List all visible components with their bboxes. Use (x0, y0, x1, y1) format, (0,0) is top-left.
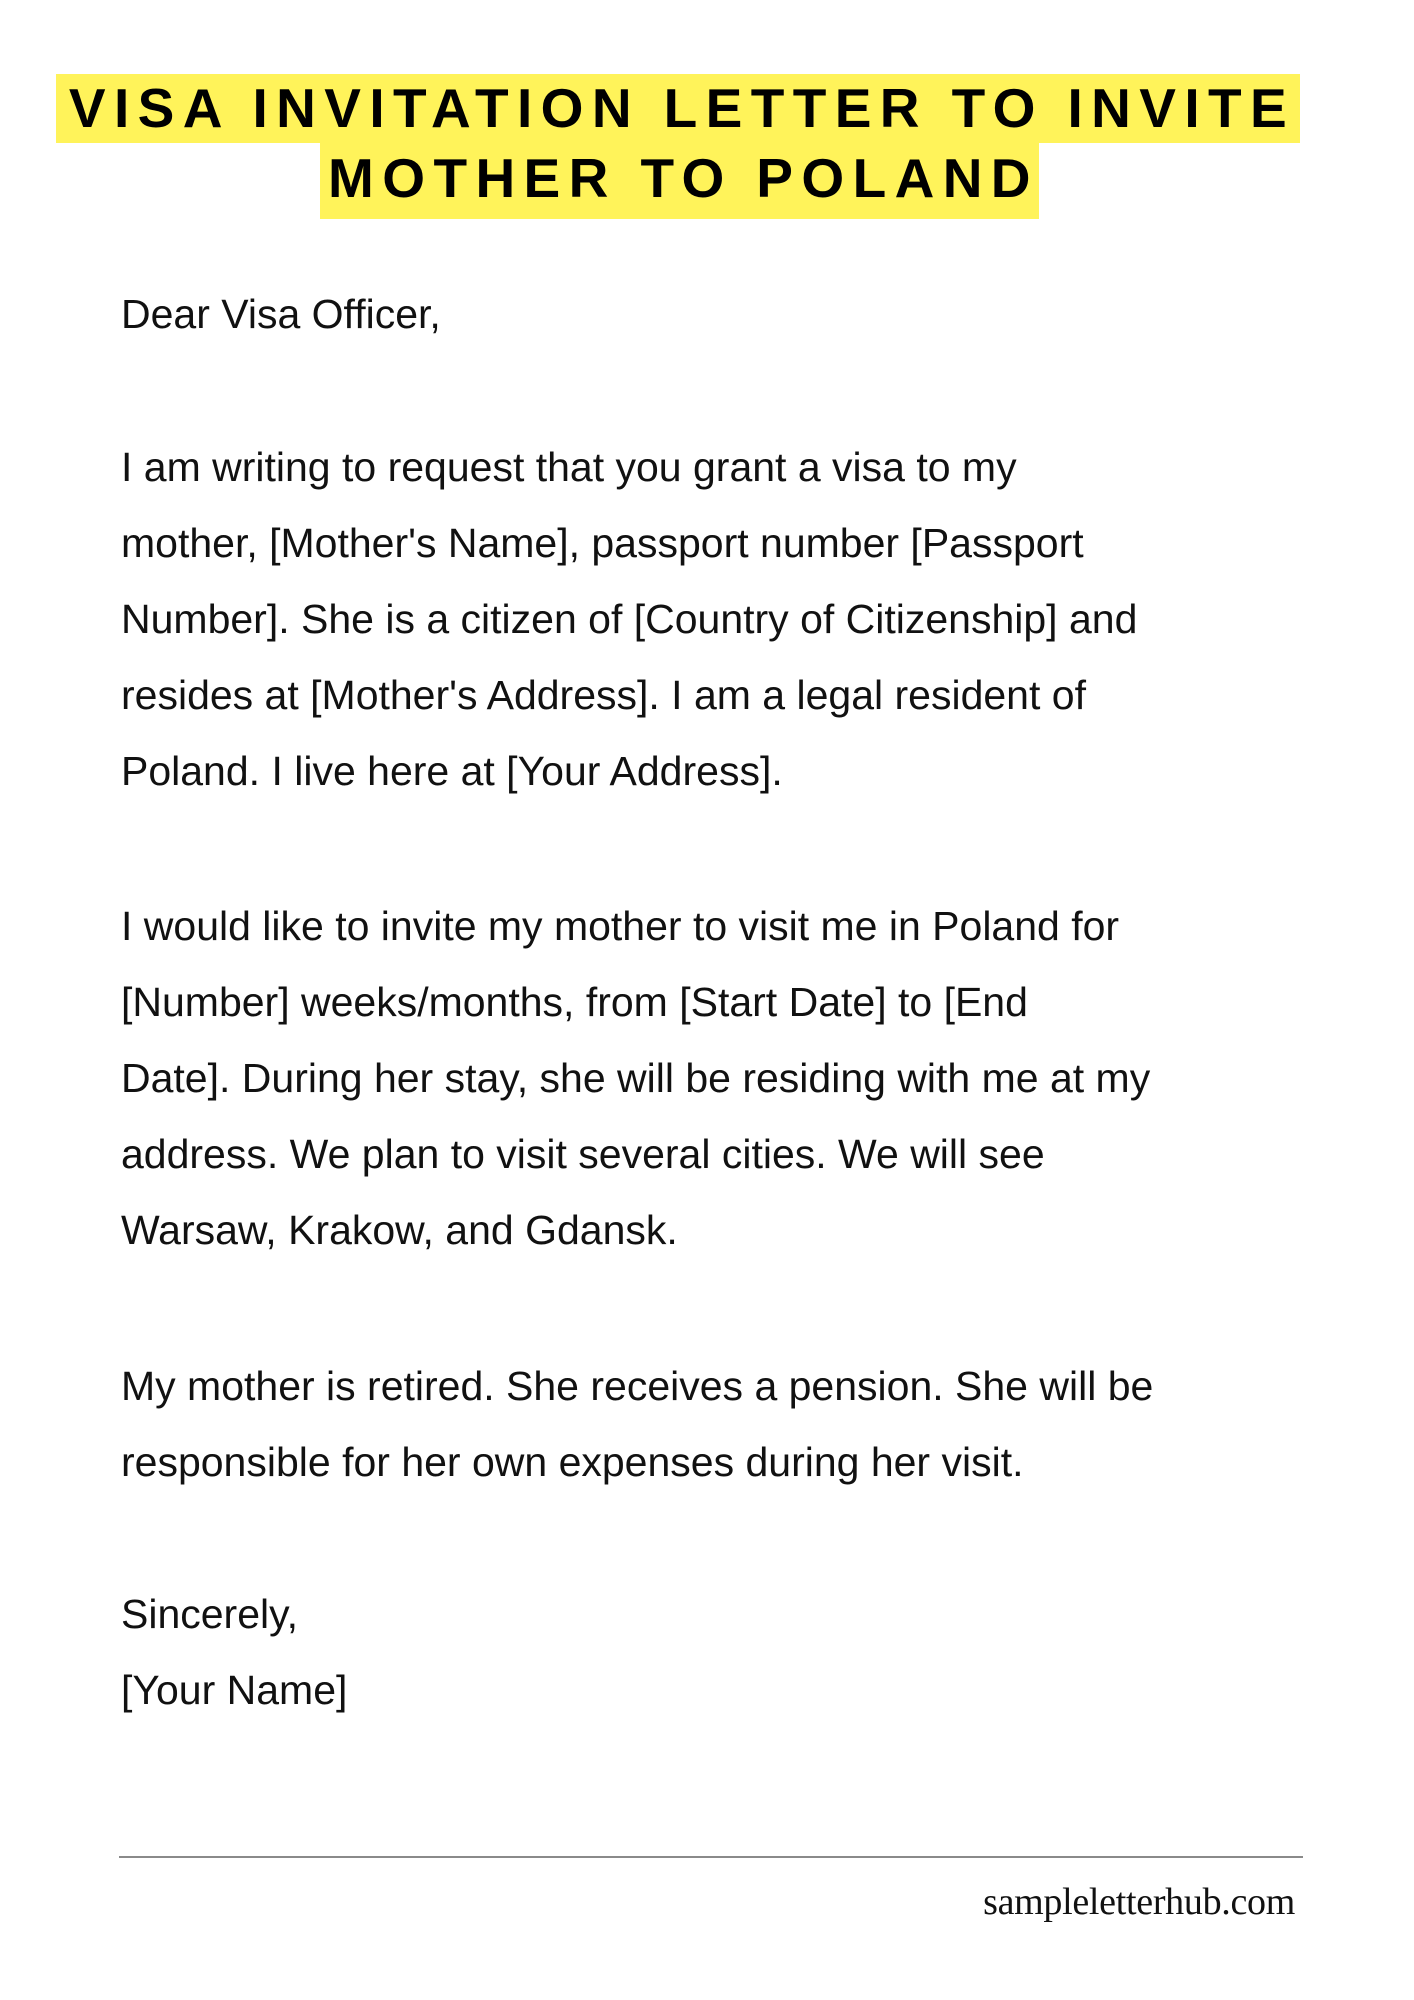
paragraph-line: Warsaw, Krakow, and Gdansk. (121, 1207, 678, 1253)
footer-divider (119, 1856, 1303, 1858)
paragraph-line: [Number] weeks/months, from [Start Date] to [End (121, 979, 1028, 1025)
title-line-1: VISA INVITATION LETTER TO INVITE (56, 74, 1300, 143)
paragraph-line: Date]. During her stay, she will be residing with me at my (121, 1055, 1151, 1101)
paragraph-line: address. We plan to visit several cities. We will see (121, 1131, 1045, 1177)
paragraph-1 (121, 429, 1137, 809)
title-line-2: MOTHER TO POLAND (320, 143, 1039, 219)
closing-block (121, 1576, 347, 1728)
paragraph-line: resides at [Mother's Address]. I am a legal resident of (121, 672, 1086, 718)
paragraph-line: My mother is retired. She receives a pension. She will be (121, 1363, 1154, 1409)
paragraph-3 (121, 1348, 1153, 1500)
closing-text: Sincerely, (121, 1591, 298, 1637)
paragraph-line: I would like to invite my mother to visit me in Poland for (121, 903, 1120, 949)
paragraph-line: I am writing to request that you grant a visa to my (121, 444, 1017, 490)
footer-site-name: sampleletterhub.com (983, 1881, 1295, 1923)
paragraph-2 (121, 888, 1150, 1268)
paragraph-line: Poland. I live here at [Your Address]. (121, 748, 783, 794)
paragraph-line: Number]. She is a citizen of [Country of Citizenship] and (121, 596, 1138, 642)
signature-placeholder: [Your Name] (121, 1667, 348, 1713)
paragraph-line: mother, [Mother's Name], passport number [Passport (121, 520, 1084, 566)
paragraph-line: responsible for her own expenses during her visit. (121, 1439, 1024, 1485)
salutation (121, 276, 441, 352)
salutation-text: Dear Visa Officer, (121, 291, 441, 337)
